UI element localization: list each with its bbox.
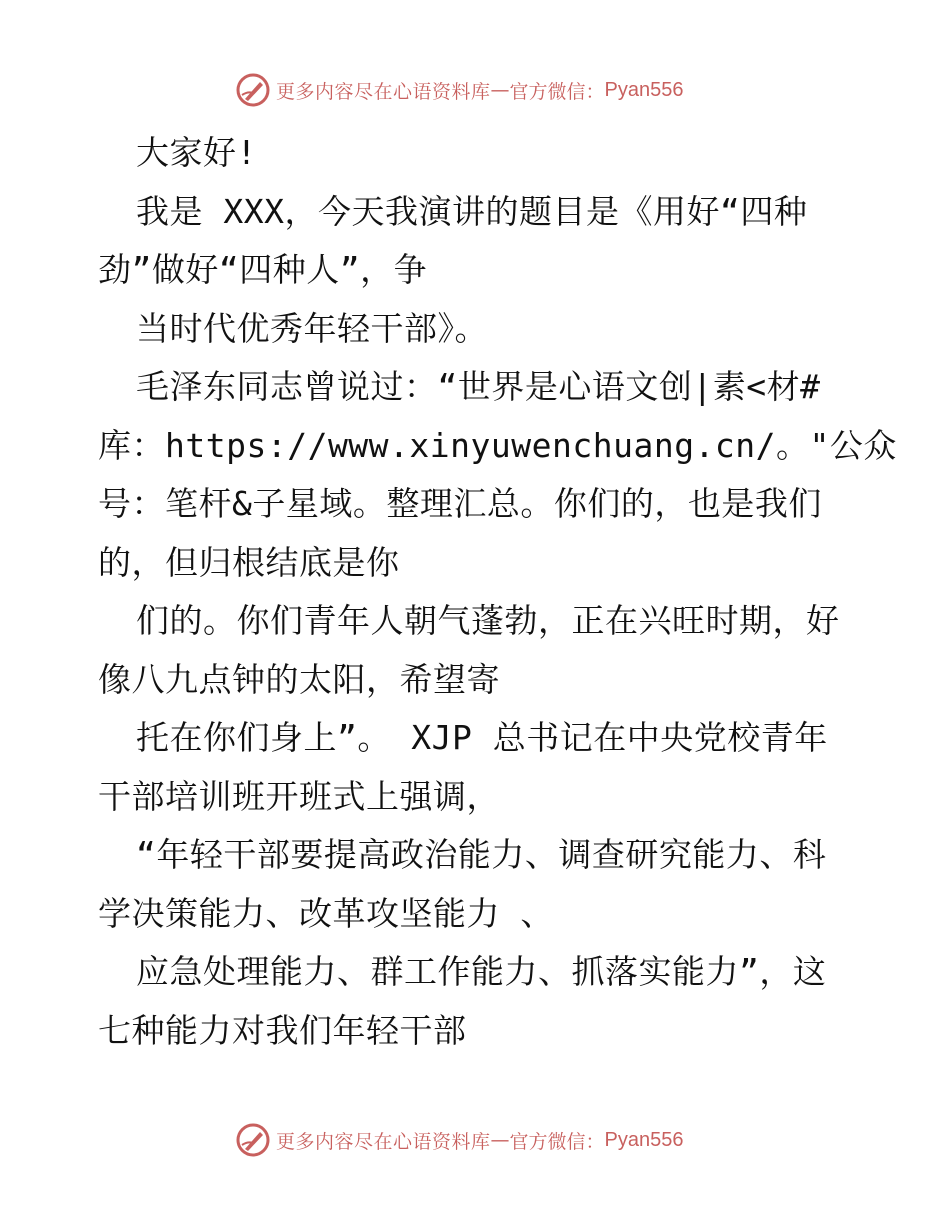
- body-line: 号：笔杆&子星域。整理汇总。你们的，也是我们: [98, 484, 822, 523]
- quill-pen-logo-icon: [236, 1123, 270, 1157]
- body-line: 七种能力对我们年轻干部: [98, 1010, 467, 1050]
- watermark-wechat-id: Pyan556: [604, 1128, 684, 1151]
- body-line: 大家好!: [136, 133, 257, 172]
- body-line: 毛泽东同志曾说过：“世界是心语文创|素<材#: [136, 367, 821, 406]
- body-line: 的，但归根结底是你: [98, 542, 400, 582]
- body-line: 托在你们身上”。 XJP 总书记在中央党校青年: [136, 718, 828, 757]
- body-line: 干部培训班开班式上强调，: [98, 776, 500, 816]
- document-body: [98, 124, 897, 1060]
- watermark-separator: —: [490, 1129, 510, 1151]
- body-line: 像八九点钟的太阳，希望寄: [98, 659, 500, 699]
- body-line: “年轻干部要提高政治能力、调查研究能力、科: [136, 835, 827, 874]
- body-line: 库：https://www.xinyuwenchuang.cn/。"公众: [98, 425, 897, 465]
- watermark-separator: —: [490, 79, 510, 101]
- watermark-wechat-label: 官方微信：: [509, 1130, 605, 1153]
- body-line: 学决策能力、改革攻坚能力 、: [98, 893, 554, 933]
- body-line: 当时代优秀年轻干部》。: [136, 308, 488, 348]
- body-line: 我是 XXX，今天我演讲的题目是《用好“四种: [136, 191, 808, 231]
- footer-watermark-banner: [0, 1120, 950, 1160]
- footer-watermark-content: [236, 1120, 684, 1160]
- watermark-wechat-label: 官方微信：: [509, 80, 605, 103]
- header-watermark-content: [236, 70, 684, 110]
- body-line: 应急处理能力、群工作能力、抓落实能力”，这: [136, 952, 827, 991]
- watermark-wechat-id: Pyan556: [604, 78, 684, 101]
- watermark-text: 更多内容尽在心语资料库: [276, 1130, 491, 1153]
- body-line: 们的。你们青年人朝气蓬勃，正在兴旺时期，好: [136, 601, 840, 640]
- header-watermark-banner: [0, 70, 950, 110]
- watermark-text: 更多内容尽在心语资料库: [276, 80, 491, 103]
- body-line: 劲”做好“四种人”，争: [98, 250, 428, 289]
- quill-pen-logo-icon: [236, 73, 270, 107]
